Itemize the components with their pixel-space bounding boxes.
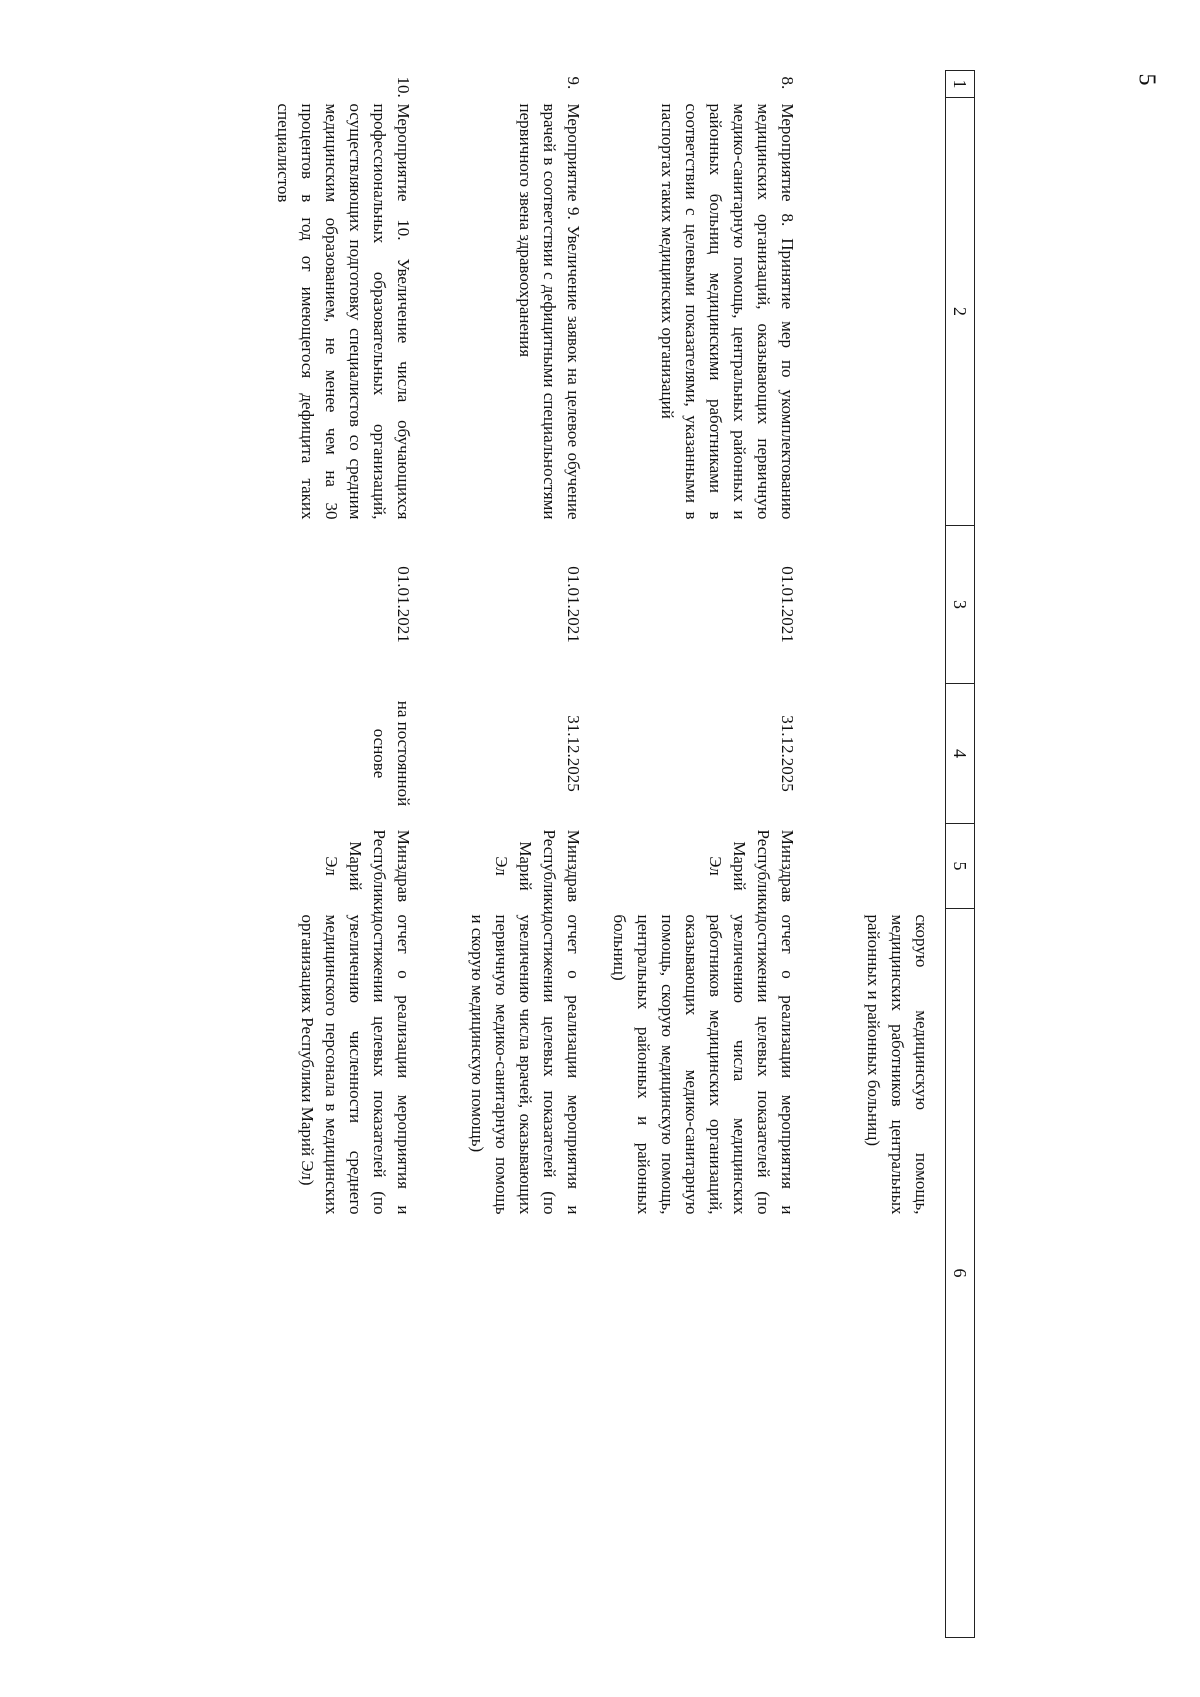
end-date: 31.12.2025 [564, 715, 583, 792]
result-text: отчет о реализации мероприятия и достижении целевых показателей (по увеличению числа медицинских работников медицинских организаций, оказывающих медико-санитарную помощь, скорую медицинскую помощь, центральных районных и районных больниц) [610, 914, 797, 1215]
header-col-6: 6 [946, 909, 975, 1638]
table-row [813, 71, 946, 1638]
end-date: 31.12.2025 [778, 715, 797, 792]
table-row [599, 71, 813, 1638]
event-description [813, 98, 946, 526]
start-date: 01.01.2021 [564, 566, 583, 643]
events-table [239, 70, 975, 1638]
end-date [813, 684, 946, 824]
end-date: на постоянной основе [370, 700, 413, 807]
result-cell [429, 909, 599, 1638]
result-cell [813, 909, 946, 1638]
result-cell [239, 909, 429, 1638]
start-date [813, 526, 946, 684]
event-description: Мероприятие 10. Увеличение числа обучающихся профессиональных образовательных организаций, осуществляющих подготовку специалистов со средним медицинским образованием, не менее чем на 30 процентов в год от имеющегося дефицита таких специалистов [274, 103, 413, 520]
page-number: 5 [1133, 73, 1160, 86]
row-number [813, 71, 946, 98]
header-col-4: 4 [946, 684, 975, 824]
row-number: 10. [394, 76, 413, 98]
row-number: 9. [564, 76, 583, 90]
table-header-row [946, 71, 975, 1638]
header-col-1: 1 [946, 71, 975, 98]
rotated-table-container [215, 70, 975, 1637]
executor [813, 824, 946, 909]
table-row [429, 71, 599, 1638]
header-col-3: 3 [946, 526, 975, 684]
row-number: 8. [778, 76, 797, 90]
event-description: Мероприятие 9. Увеличение заявок на целевое обучение врачей в соответствии с дефицитными специальностями первичного звена здравоохранения [516, 103, 583, 520]
executor: Минздрав Республики Марий Эл [322, 829, 413, 915]
executor: Минздрав Республики Марий Эл [706, 829, 797, 915]
start-date: 01.01.2021 [394, 566, 413, 643]
header-col-2: 2 [946, 98, 975, 526]
result-cell [599, 909, 813, 1638]
result-text: отчет о реализации мероприятия и достижении целевых показателей (по увеличению числа врачей, оказывающих первичную медико-санитарную помощь и скорую медицинскую помощь) [468, 914, 583, 1215]
executor: Минздрав Республики Марий Эл [492, 829, 583, 915]
result-text: скорую медицинскую помощь, медицинских работников центральных районных и районных больниц) [864, 914, 931, 1215]
event-description: Мероприятие 8. Принятие мер по укомплектованию медицинских организаций, оказывающих первичную медико-санитарную помощь, центральных районных и районных больниц медицинскими работниками в соответствии с целевыми показателями, указанными в паспортах таких медицинских организаций [658, 103, 797, 520]
table-row [239, 71, 429, 1638]
result-text: отчет о реализации мероприятия и достижении целевых показателей (по увеличению численности среднего медицинского персонала в медицинских организациях Республики Марий Эл) [298, 914, 413, 1215]
header-col-5: 5 [946, 824, 975, 909]
start-date: 01.01.2021 [778, 566, 797, 643]
